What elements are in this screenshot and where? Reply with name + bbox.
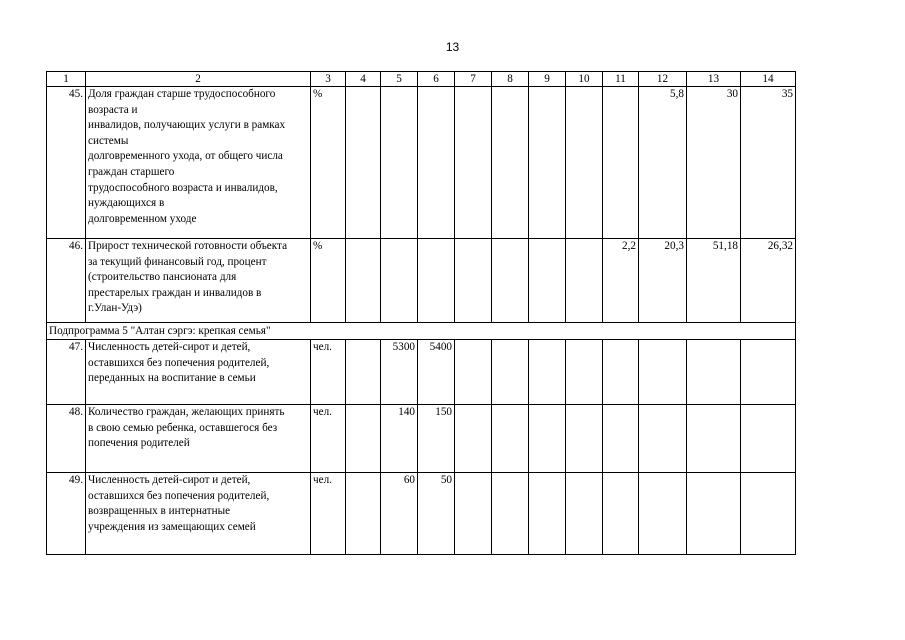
- value-cell: [603, 473, 639, 555]
- column-header: 6: [418, 72, 455, 87]
- value-cell: 150: [418, 405, 455, 473]
- value-cell: [687, 405, 741, 473]
- value-cell: [603, 340, 639, 405]
- value-cell: [639, 473, 687, 555]
- value-cell: [566, 87, 603, 239]
- column-header: 2: [86, 72, 311, 87]
- value-cell: [529, 405, 566, 473]
- column-header: 8: [492, 72, 529, 87]
- indicator-name: Прирост технической готовности объекта за текущий финансовый год, процент (строительство пансионата для престарелых граждан и инвалидов в г.Улан-Удэ): [86, 239, 311, 323]
- column-header: 13: [687, 72, 741, 87]
- value-cell: [346, 87, 381, 239]
- value-cell: [687, 340, 741, 405]
- value-cell: 140: [381, 405, 418, 473]
- value-cell: 51,18: [687, 239, 741, 323]
- row-number: 49.: [47, 473, 86, 555]
- value-cell: [381, 87, 418, 239]
- value-cell: [639, 405, 687, 473]
- value-cell: 5300: [381, 340, 418, 405]
- subprogram-row: [47, 323, 796, 340]
- table-row: [47, 87, 796, 239]
- value-cell: [566, 239, 603, 323]
- value-cell: 50: [418, 473, 455, 555]
- row-number: 46.: [47, 239, 86, 323]
- table-row: [47, 340, 796, 405]
- row-number: 45.: [47, 87, 86, 239]
- header-row: [47, 72, 796, 87]
- indicator-name: Количество граждан, желающих принять в свою семью ребенка, оставшегося без попечения родителей: [86, 405, 311, 473]
- value-cell: 30: [687, 87, 741, 239]
- value-cell: [566, 340, 603, 405]
- value-cell: 20,3: [639, 239, 687, 323]
- value-cell: [529, 473, 566, 555]
- value-cell: [603, 405, 639, 473]
- value-cell: [492, 340, 529, 405]
- indicator-name: Численность детей-сирот и детей, оставшихся без попечения родителей, возвращенных в интернатные учреждения из замещающих семей: [86, 473, 311, 555]
- column-header: 5: [381, 72, 418, 87]
- column-header: 3: [311, 72, 346, 87]
- value-cell: [639, 340, 687, 405]
- value-cell: [492, 239, 529, 323]
- column-header: 7: [455, 72, 492, 87]
- table-body: [47, 72, 796, 555]
- value-cell: [741, 340, 796, 405]
- value-cell: [529, 340, 566, 405]
- row-number: 48.: [47, 405, 86, 473]
- value-cell: [455, 473, 492, 555]
- value-cell: [741, 405, 796, 473]
- value-cell: [529, 87, 566, 239]
- value-cell: [346, 340, 381, 405]
- row-number: 47.: [47, 340, 86, 405]
- column-header: 14: [741, 72, 796, 87]
- column-header: 12: [639, 72, 687, 87]
- indicator-name: Доля граждан старше трудоспособного возраста и инвалидов, получающих услуги в рамках системы долговременного ухода, от общего числа граждан старшего трудоспособного возраста и инвалидов, нуждающихся в долговременном уходе: [86, 87, 311, 239]
- value-cell: 60: [381, 473, 418, 555]
- unit-cell: %: [311, 239, 346, 323]
- value-cell: [455, 87, 492, 239]
- unit-cell: чел.: [311, 473, 346, 555]
- value-cell: [455, 239, 492, 323]
- unit-cell: чел.: [311, 340, 346, 405]
- value-cell: [687, 473, 741, 555]
- subprogram-title: Подпрограмма 5 "Алтан сэргэ: крепкая семья": [47, 323, 796, 340]
- value-cell: 35: [741, 87, 796, 239]
- value-cell: [492, 87, 529, 239]
- value-cell: [529, 239, 566, 323]
- value-cell: 5400: [418, 340, 455, 405]
- value-cell: [418, 239, 455, 323]
- column-header: 4: [346, 72, 381, 87]
- indicators-table: [46, 71, 796, 555]
- indicator-name: Численность детей-сирот и детей, оставшихся без попечения родителей, переданных на воспитание в семьи: [86, 340, 311, 405]
- table-row: [47, 473, 796, 555]
- value-cell: [418, 87, 455, 239]
- value-cell: [381, 239, 418, 323]
- value-cell: [492, 473, 529, 555]
- value-cell: 2,2: [603, 239, 639, 323]
- value-cell: [566, 405, 603, 473]
- value-cell: [346, 473, 381, 555]
- value-cell: [566, 473, 603, 555]
- table-row: [47, 239, 796, 323]
- column-header: 1: [47, 72, 86, 87]
- value-cell: 26,32: [741, 239, 796, 323]
- value-cell: [346, 405, 381, 473]
- value-cell: [346, 239, 381, 323]
- value-cell: [492, 405, 529, 473]
- unit-cell: %: [311, 87, 346, 239]
- unit-cell: чел.: [311, 405, 346, 473]
- column-header: 10: [566, 72, 603, 87]
- value-cell: 5,8: [639, 87, 687, 239]
- value-cell: [603, 87, 639, 239]
- table-row: [47, 405, 796, 473]
- value-cell: [741, 473, 796, 555]
- value-cell: [455, 340, 492, 405]
- page-number: 13: [445, 40, 460, 54]
- column-header: 11: [603, 72, 639, 87]
- value-cell: [455, 405, 492, 473]
- column-header: 9: [529, 72, 566, 87]
